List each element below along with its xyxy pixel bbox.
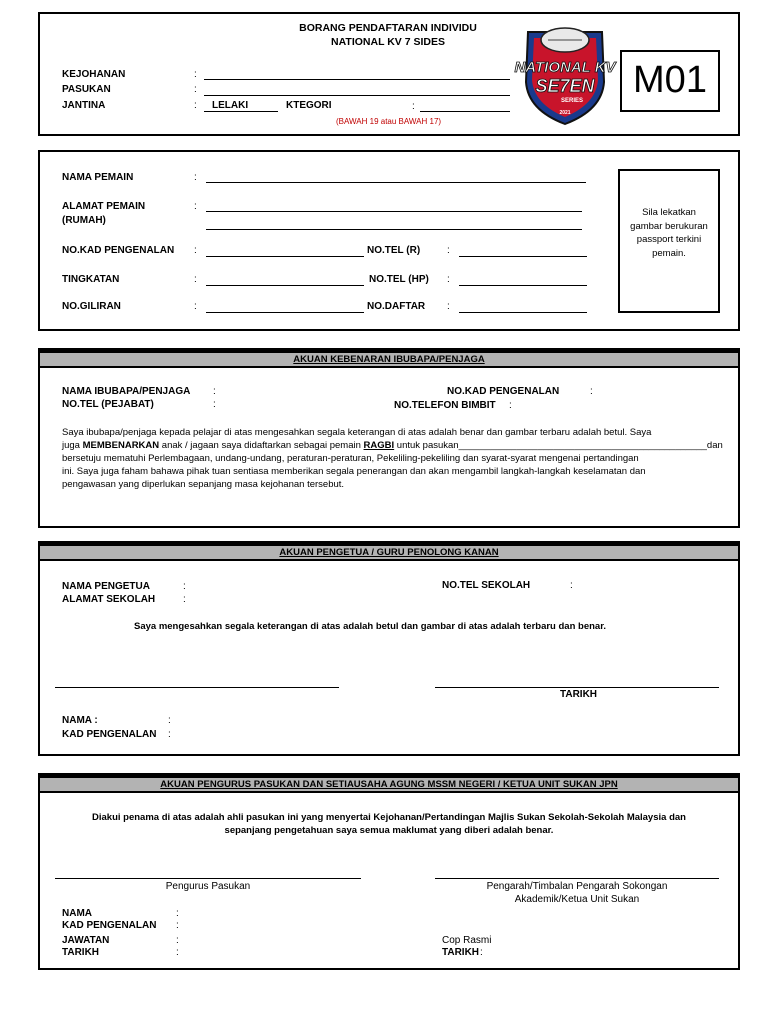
kategori-note: (BAWAH 19 atau BAWAH 17) xyxy=(336,117,442,126)
colon: : xyxy=(447,245,450,256)
text-ragbi: RAGBI xyxy=(363,440,395,451)
label-manager-kad: KAD PENGENALAN xyxy=(62,920,157,931)
logo-text-seven: SE7EN xyxy=(535,76,595,96)
label-tel-pejabat: NO.TEL (PEJABAT) xyxy=(62,399,154,410)
principal-header: AKUAN PENGETUA / GURU PENOLONG KANAN xyxy=(40,546,738,561)
manager-header: AKUAN PENGURUS PASUKAN DAN SETIAUSAHA AGUNG MSSM NEGERI / KETUA UNIT SUKAN JPN xyxy=(40,778,738,793)
nama-pemain-line[interactable] xyxy=(206,182,586,183)
label-parent-kad: NO.KAD PENGENALAN xyxy=(447,386,560,397)
label-manager-jawatan: JAWATAN xyxy=(62,935,110,946)
colon: : xyxy=(590,386,593,397)
label-nama-pengetua: NAMA PENGETUA xyxy=(62,581,150,592)
form-code: M01 xyxy=(633,59,707,101)
colon: : xyxy=(194,69,197,80)
colon: : xyxy=(570,580,573,591)
colon: : xyxy=(194,301,197,312)
label-principal-tarikh: TARIKH xyxy=(560,689,598,700)
giliran-line[interactable] xyxy=(206,312,364,313)
label-kategori: KTEGORI xyxy=(286,100,332,111)
daftar-line[interactable] xyxy=(459,312,587,313)
label-pengarah-2: Akademik/Ketua Unit Sukan xyxy=(514,894,640,905)
colon: : xyxy=(176,908,179,919)
pengarah-signature-line[interactable] xyxy=(435,878,719,879)
logo-shield-icon xyxy=(512,22,618,128)
colon: : xyxy=(213,386,216,397)
colon: : xyxy=(412,101,415,112)
colon: : xyxy=(509,400,512,411)
colon: : xyxy=(194,245,197,256)
label-nama-pemain: NAMA PEMAIN xyxy=(62,172,134,183)
alamat-line-1[interactable] xyxy=(206,211,582,212)
label-alamat-sekolah: ALAMAT SEKOLAH xyxy=(62,594,156,605)
manager-section xyxy=(38,773,740,970)
label-cop-rasmi: Cop Rasmi xyxy=(442,935,492,946)
label-manager-nama: NAMA xyxy=(62,908,92,919)
value-lelaki: LELAKI xyxy=(212,100,249,111)
colon: : xyxy=(176,947,179,958)
principal-signature-line[interactable] xyxy=(55,687,339,688)
colon: : xyxy=(183,594,186,605)
label-rumah: (RUMAH) xyxy=(62,215,106,226)
parent-header: AKUAN KEBENARAN IBUBAPA/PENJAGA xyxy=(40,353,738,368)
form-title: BORANG PENDAFTARAN INDIVIDU xyxy=(299,22,477,34)
colon: : xyxy=(194,172,197,183)
logo-text-year: 2021 xyxy=(559,110,571,116)
parent-statement-line-2 xyxy=(62,439,723,452)
manager-statement-line-2: sepanjang pengetahuan saya semua maklumat yang diberi adalah benar. xyxy=(224,825,554,836)
form-subtitle: NATIONAL KV 7 SIDES xyxy=(331,36,445,48)
label-manager-tarikh-2: TARIKH xyxy=(442,947,480,958)
parent-statement-line-3: bersetuju mematuhi Perlembagaan, undang-undang, peraturan-peraturan, Pekeliling-pekeliling dan syarat-syarat mengenai pertandingan xyxy=(62,453,639,464)
logo-text-national: NATIONAL KV xyxy=(514,59,616,76)
label-kejohanan: KEJOHANAN xyxy=(62,69,126,80)
text-anak: anak / jagaan saya didaftarkan sebagai pemain xyxy=(159,440,364,451)
colon: : xyxy=(176,920,179,931)
label-pengarah-1: Pengarah/Timbalan Pengarah Sokongan xyxy=(486,881,668,892)
principal-statement: Saya mengesahkan segala keterangan di atas adalah betul dan gambar di atas adalah terbaru dan benar. xyxy=(134,621,607,632)
kad-line[interactable] xyxy=(206,256,364,257)
label-tel-hp: NO.TEL (HP) xyxy=(369,274,429,285)
label-tingkatan: TINGKATAN xyxy=(62,274,120,285)
text-juga: juga xyxy=(62,440,83,451)
national-kv-logo xyxy=(512,22,618,128)
tingkatan-line[interactable] xyxy=(206,285,364,286)
label-daftar: NO.DAFTAR xyxy=(367,301,426,312)
text-pasukan: untuk pasukan_______________________________________________dan xyxy=(394,440,723,451)
label-manager-tarikh: TARIKH xyxy=(62,947,100,958)
label-pasukan: PASUKAN xyxy=(62,84,111,95)
colon: : xyxy=(176,935,179,946)
colon: : xyxy=(447,274,450,285)
manager-statement-line-1: Diakui penama di atas adalah ahli pasukan ini yang menyertai Kejohanan/Pertandingan Majlis Sukan Sekolah-Sekolah Malaysia dan xyxy=(92,812,686,823)
label-principal-kad: KAD PENGENALAN xyxy=(62,729,157,740)
colon: : xyxy=(168,729,171,740)
kategori-line[interactable] xyxy=(420,111,510,112)
alamat-line-2[interactable] xyxy=(206,229,582,230)
label-tel-bimbit: NO.TELEFON BIMBIT xyxy=(394,400,496,411)
parent-statement-line-4: ini. Saya juga faham bahawa pihak tuan sentiasa memberikan segala penerangan dan akan mengambil langkah-langkah keselamatan dan xyxy=(62,466,646,477)
jantina-line[interactable] xyxy=(204,111,278,112)
text-membenarkan: MEMBENARKAN xyxy=(82,440,160,451)
colon: : xyxy=(168,715,171,726)
parent-statement-line-5: pengawasan yang diperlukan sepanjang masa kejohanan tersebut. xyxy=(62,479,345,490)
tel-r-line[interactable] xyxy=(459,256,587,257)
colon: : xyxy=(194,274,197,285)
colon: : xyxy=(194,100,197,111)
colon: : xyxy=(183,581,186,592)
kejohanan-line[interactable] xyxy=(204,79,510,80)
logo-text-series: SERIES xyxy=(560,98,584,104)
colon: : xyxy=(213,399,216,410)
label-principal-nama: NAMA : xyxy=(62,715,98,726)
tel-hp-line[interactable] xyxy=(459,285,587,286)
photo-note: Sila lekatkan gambar berukuran passport terkini pemain. xyxy=(630,207,708,259)
label-nama-ibubapa: NAMA IBUBAPA/PENJAGA xyxy=(62,386,191,397)
label-tel-sekolah: NO.TEL SEKOLAH xyxy=(442,580,531,591)
label-jantina: JANTINA xyxy=(62,100,106,111)
parent-statement-line-1: Saya ibubapa/penjaga kepada pelajar di atas mengesahkan segala keterangan di atas adalah benar dan gambar terbaru adalah betul. Saya xyxy=(62,427,652,438)
label-pengurus-pasukan: Pengurus Pasukan xyxy=(165,881,251,892)
label-kad-pengenalan: NO.KAD PENGENALAN xyxy=(62,245,175,256)
colon: : xyxy=(194,201,197,212)
label-tel-r: NO.TEL (R) xyxy=(367,245,421,256)
principal-section xyxy=(38,541,740,756)
manager-signature-line[interactable] xyxy=(55,878,361,879)
pasukan-line[interactable] xyxy=(204,95,510,96)
colon: : xyxy=(480,947,483,958)
principal-date-line[interactable] xyxy=(435,687,719,688)
label-giliran: NO.GILIRAN xyxy=(62,301,121,312)
colon: : xyxy=(194,84,197,95)
label-alamat-pemain: ALAMAT PEMAIN xyxy=(62,201,146,212)
colon: : xyxy=(447,301,450,312)
